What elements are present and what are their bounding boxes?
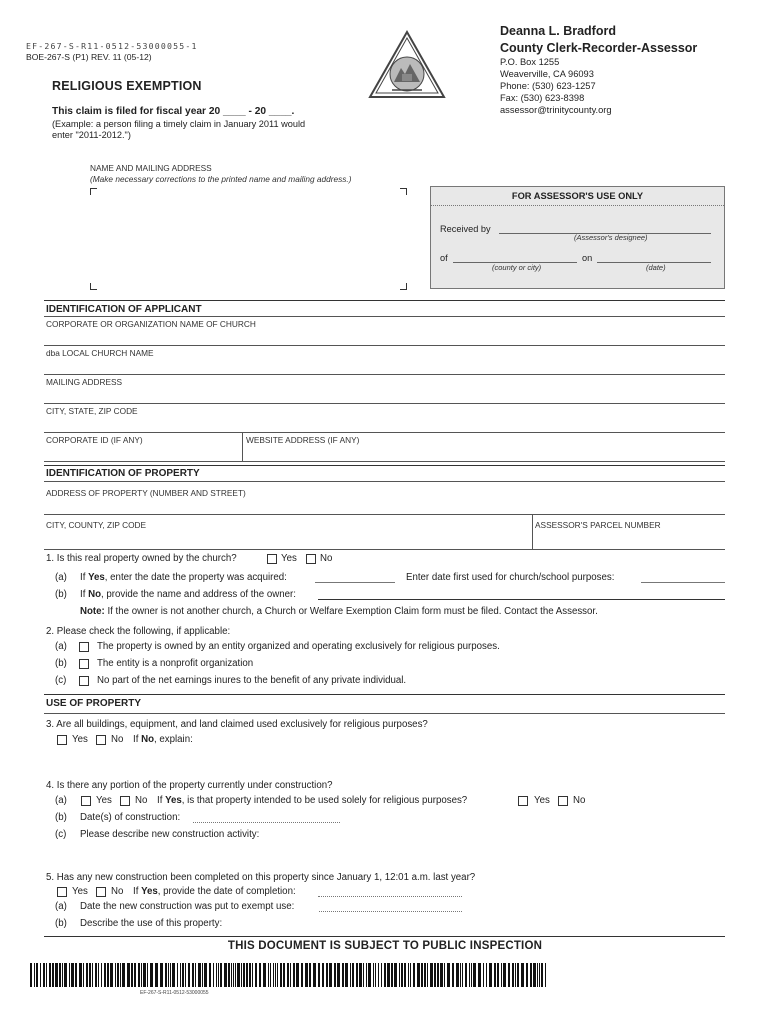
county-city-caption: (county or city) [492,263,542,272]
address-block-note: (Make necessary corrections to the printed name and mailing address.) [90,174,352,184]
property-section-title: IDENTIFICATION OF PROPERTY [46,468,200,479]
office-name: Deanna L. Bradford [500,24,616,38]
q2b-checkbox[interactable] [79,659,89,669]
q5b-label: (b) [55,918,67,929]
q4a-no-label: No [573,795,586,806]
corp-name-field[interactable] [44,345,725,346]
exempt-use-date-field[interactable] [319,911,462,912]
q2b-label: (b) [55,658,67,669]
barcode-icon [30,963,546,987]
q1-text: 1. Is this real property owned by the church? [46,553,237,564]
q4a-label: (a) [55,795,67,806]
address-corner-tr [400,188,407,195]
fiscal-example-2: enter "2011-2012.") [52,130,131,140]
applicant-section-title: IDENTIFICATION OF APPLICANT [46,304,202,315]
q4a-yes-checkbox[interactable] [518,796,528,806]
address-corner-bl [90,283,97,290]
q1-no-checkbox[interactable] [306,554,316,564]
rule [44,481,725,482]
dba-label: dba LOCAL CHURCH NAME [46,348,154,358]
corp-id-label: CORPORATE ID (IF ANY) [46,435,143,445]
of-label: of [440,253,448,263]
footer-rule [44,936,725,937]
q1-no-label: No [320,553,333,564]
q1-note: Note: If the owner is not another church, a Church or Welfare Exemption Claim form must be filed. Contact the Assessor. [80,606,598,617]
q4b-label: (b) [55,812,67,823]
use-section-title: USE OF PROPERTY [46,698,142,709]
assessor-box-title: FOR ASSESSOR'S USE ONLY [511,191,644,201]
form-code: EF-267-S-R11-0512-53000055-1 [26,41,198,51]
q5-if-text: If Yes, provide the date of completion: [133,886,296,897]
q5-yes-checkbox[interactable] [57,887,67,897]
q1b-text: If No, provide the name and address of the owner: [80,589,296,600]
q3-explain: If No, explain: [133,734,193,745]
office-po-box: P.O. Box 1255 [500,57,560,67]
q5-text: 5. Has any new construction been completed on this property since January 1, 12:01 a.m. last year? [46,872,476,883]
q2a-text: The property is owned by an entity organized and operating exclusively for religious purposes. [97,641,500,652]
corp-name-label: CORPORATE OR ORGANIZATION NAME OF CHURCH [46,319,256,329]
q5b-text: Describe the use of this property: [80,918,223,929]
rule [44,316,725,317]
form-revision: BOE-267-S (P1) REV. 11 (05-12) [26,52,152,62]
address-corner-br [400,283,407,290]
q2c-label: (c) [55,675,67,686]
q5-yes-label: Yes [72,886,88,897]
q2-text: 2. Please check the following, if applicable: [46,626,231,637]
office-title: County Clerk-Recorder-Assessor [500,41,698,55]
city-parcel-field[interactable] [44,549,725,550]
q2b-text: The entity is a nonprofit organization [97,658,254,669]
corp-id-website-field[interactable] [44,461,725,462]
q2c-text: No part of the net earnings inures to the benefit of any private individual. [97,675,407,686]
fiscal-year-line: This claim is filed for fiscal year 20 ____ - 20 ____. [52,106,295,117]
barcode-text: EF-267-S-R11-0512-53000055 [140,990,209,996]
section-rule [44,694,725,695]
on-label: on [582,253,593,263]
q3-yes-label: Yes [72,734,88,745]
q4a-yes-label: Yes [534,795,550,806]
divider [532,514,533,549]
q3-no-checkbox[interactable] [96,735,106,745]
q4-no-label: No [135,795,148,806]
q4b-text: Date(s) of construction: [80,812,181,823]
q4-no-checkbox[interactable] [120,796,130,806]
address-corner-tl [90,188,97,195]
designee-caption: (Assessor's designee) [574,233,648,242]
fiscal-example-1: (Example: a person filing a timely claim in January 2011 would [52,119,306,129]
q4a-no-checkbox[interactable] [558,796,568,806]
office-phone: Phone: (530) 623-1257 [500,81,596,91]
property-address-label: ADDRESS OF PROPERTY (NUMBER AND STREET) [46,488,246,498]
assessor-box-divider [431,205,724,206]
office-city: Weaverville, CA 96093 [500,69,594,79]
construction-dates-field[interactable] [193,822,340,823]
acquired-date-field[interactable] [315,582,395,583]
parcel-label: ASSESSOR'S PARCEL NUMBER [535,520,661,530]
mailing-label: MAILING ADDRESS [46,377,123,387]
q5-no-label: No [111,886,124,897]
q1-yes-checkbox[interactable] [267,554,277,564]
q5a-text: Date the new construction was put to exempt use: [80,901,295,912]
address-block-label: NAME AND MAILING ADDRESS [90,163,212,173]
q3-no-label: No [111,734,124,745]
q2c-checkbox[interactable] [79,676,89,686]
section-rule [44,465,725,466]
section-rule [44,300,725,301]
first-used-label: Enter date first used for church/school purposes: [406,572,615,583]
owner-name-field[interactable] [318,599,725,600]
mailing-field[interactable] [44,403,725,404]
q3-text: 3. Are all buildings, equipment, and land claimed used exclusively for religious purposes? [46,719,428,730]
q2a-label: (a) [55,641,67,652]
public-inspection-notice: THIS DOCUMENT IS SUBJECT TO PUBLIC INSPECTION [227,940,543,952]
q3-yes-checkbox[interactable] [57,735,67,745]
dba-field[interactable] [44,374,725,375]
page-title: RELIGIOUS EXEMPTION [52,79,202,93]
q4-yes-checkbox[interactable] [81,796,91,806]
assessor-use-box [430,186,725,289]
received-by-label: Received by [440,224,491,234]
rule [44,713,725,714]
date-caption: (date) [646,263,666,272]
website-label: WEBSITE ADDRESS (IF ANY) [246,435,360,445]
q5-no-checkbox[interactable] [96,887,106,897]
office-email[interactable]: assessor@trinitycounty.org [500,105,612,115]
property-address-field[interactable] [44,514,725,515]
q4c-label: (c) [55,829,67,840]
divider [242,432,243,461]
completion-date-field[interactable] [318,896,462,897]
city-state-zip-field[interactable] [44,432,725,433]
q4c-text: Please describe new construction activity: [80,829,260,840]
first-used-date-field[interactable] [641,582,725,583]
q4a-text: If Yes, is that property intended to be used solely for religious purposes? [157,795,468,806]
q5a-label: (a) [55,901,67,912]
q1a-text: If Yes, enter the date the property was acquired: [80,572,287,583]
q2a-checkbox[interactable] [79,642,89,652]
q1a-label: (a) [55,572,67,583]
q1b-label: (b) [55,589,67,600]
city-state-zip-label: CITY, STATE, ZIP CODE [46,406,138,416]
q1-yes-label: Yes [281,553,297,564]
q4-yes-label: Yes [96,795,112,806]
office-fax: Fax: (530) 623-8398 [500,93,585,103]
q4-text: 4. Is there any portion of the property currently under construction? [46,780,333,791]
county-seal-icon [368,30,446,100]
city-county-zip-label: CITY, COUNTY, ZIP CODE [46,520,147,530]
